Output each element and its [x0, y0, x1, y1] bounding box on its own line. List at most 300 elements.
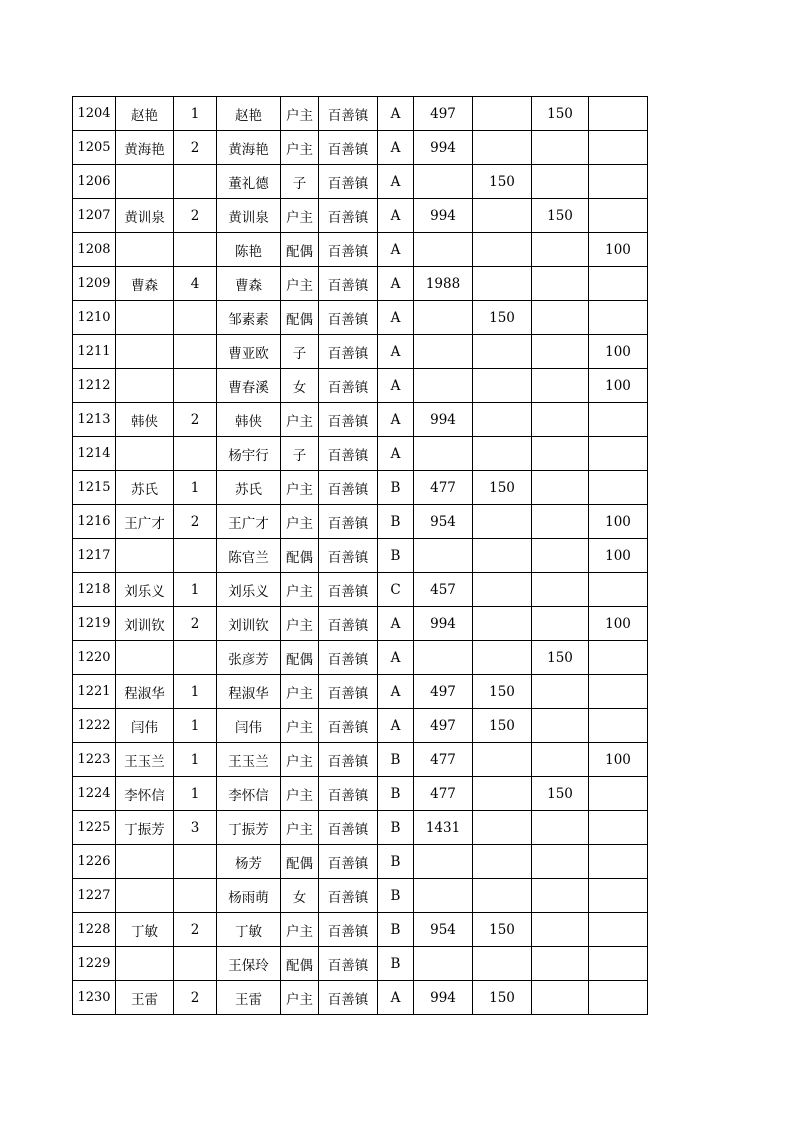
cell-town: 百善镇 [319, 641, 378, 675]
cell-householder-name [116, 233, 174, 267]
cell-relation: 配偶 [281, 233, 319, 267]
cell-amount-b: 150 [473, 165, 532, 199]
cell-member-name: 王雷 [217, 981, 281, 1015]
cell-household-size: 1 [174, 709, 217, 743]
cell-relation: 子 [281, 335, 319, 369]
cell-row-number: 1228 [73, 913, 116, 947]
cell-household-size: 2 [174, 131, 217, 165]
cell-row-number: 1220 [73, 641, 116, 675]
cell-town: 百善镇 [319, 403, 378, 437]
cell-amount-b [473, 233, 532, 267]
cell-row-number: 1211 [73, 335, 116, 369]
cell-householder-name [116, 437, 174, 471]
cell-town: 百善镇 [319, 879, 378, 913]
cell-relation: 户主 [281, 199, 319, 233]
cell-member-name: 王玉兰 [217, 743, 281, 777]
cell-amount-b [473, 845, 532, 879]
cell-household-size: 2 [174, 199, 217, 233]
cell-member-name: 赵艳 [217, 97, 281, 131]
cell-amount-b [473, 539, 532, 573]
cell-amount-b [473, 777, 532, 811]
table-row [73, 403, 648, 437]
cell-member-name: 李怀信 [217, 777, 281, 811]
cell-town: 百善镇 [319, 437, 378, 471]
cell-householder-name [116, 165, 174, 199]
cell-household-size: 4 [174, 267, 217, 301]
cell-amount-c: 150 [532, 641, 589, 675]
cell-row-number: 1210 [73, 301, 116, 335]
cell-town: 百善镇 [319, 199, 378, 233]
cell-town: 百善镇 [319, 267, 378, 301]
cell-relation: 户主 [281, 743, 319, 777]
cell-relation: 户主 [281, 709, 319, 743]
cell-town: 百善镇 [319, 301, 378, 335]
cell-row-number: 1215 [73, 471, 116, 505]
cell-category: A [378, 641, 414, 675]
cell-row-number: 1217 [73, 539, 116, 573]
cell-member-name: 韩侠 [217, 403, 281, 437]
cell-amount-b [473, 505, 532, 539]
table-row [73, 199, 648, 233]
cell-amount-b [473, 811, 532, 845]
cell-row-number: 1227 [73, 879, 116, 913]
cell-household-size [174, 233, 217, 267]
cell-row-number: 1208 [73, 233, 116, 267]
cell-amount-a [414, 539, 473, 573]
cell-amount-c [532, 709, 589, 743]
cell-amount-d [589, 97, 648, 131]
cell-town: 百善镇 [319, 675, 378, 709]
cell-category: B [378, 743, 414, 777]
cell-category: A [378, 97, 414, 131]
cell-relation: 子 [281, 437, 319, 471]
cell-amount-b: 150 [473, 675, 532, 709]
cell-relation: 配偶 [281, 641, 319, 675]
cell-category: B [378, 879, 414, 913]
cell-household-size [174, 539, 217, 573]
cell-town: 百善镇 [319, 743, 378, 777]
cell-amount-c [532, 675, 589, 709]
cell-amount-a: 497 [414, 97, 473, 131]
cell-amount-a [414, 165, 473, 199]
cell-category: A [378, 267, 414, 301]
cell-amount-b [473, 607, 532, 641]
cell-amount-c [532, 743, 589, 777]
cell-row-number: 1226 [73, 845, 116, 879]
cell-relation: 配偶 [281, 301, 319, 335]
cell-amount-a: 477 [414, 471, 473, 505]
cell-member-name: 杨雨萌 [217, 879, 281, 913]
cell-amount-c [532, 335, 589, 369]
cell-relation: 户主 [281, 811, 319, 845]
table-row [73, 573, 648, 607]
cell-row-number: 1221 [73, 675, 116, 709]
cell-amount-a: 497 [414, 675, 473, 709]
cell-householder-name: 丁敏 [116, 913, 174, 947]
cell-category: A [378, 437, 414, 471]
cell-amount-a [414, 301, 473, 335]
cell-town: 百善镇 [319, 97, 378, 131]
roster-body [73, 97, 648, 1015]
cell-amount-a: 994 [414, 607, 473, 641]
cell-member-name: 程淑华 [217, 675, 281, 709]
table-row [73, 301, 648, 335]
cell-amount-a: 477 [414, 777, 473, 811]
cell-amount-a: 497 [414, 709, 473, 743]
cell-amount-c [532, 233, 589, 267]
cell-household-size [174, 301, 217, 335]
cell-amount-b [473, 199, 532, 233]
cell-relation: 配偶 [281, 845, 319, 879]
cell-category: C [378, 573, 414, 607]
cell-amount-d: 100 [589, 335, 648, 369]
cell-amount-c [532, 267, 589, 301]
cell-row-number: 1207 [73, 199, 116, 233]
cell-category: B [378, 539, 414, 573]
cell-amount-c [532, 471, 589, 505]
cell-row-number: 1216 [73, 505, 116, 539]
cell-row-number: 1218 [73, 573, 116, 607]
cell-member-name: 邹素素 [217, 301, 281, 335]
table-row [73, 471, 648, 505]
cell-category: A [378, 403, 414, 437]
cell-member-name: 王保玲 [217, 947, 281, 981]
cell-household-size [174, 947, 217, 981]
cell-member-name: 丁振芳 [217, 811, 281, 845]
cell-member-name: 杨宇行 [217, 437, 281, 471]
cell-member-name: 陈官兰 [217, 539, 281, 573]
cell-category: B [378, 777, 414, 811]
cell-amount-b: 150 [473, 301, 532, 335]
cell-amount-c: 150 [532, 199, 589, 233]
cell-householder-name: 赵艳 [116, 97, 174, 131]
cell-amount-c [532, 301, 589, 335]
cell-town: 百善镇 [319, 947, 378, 981]
cell-amount-b [473, 131, 532, 165]
cell-member-name: 刘训钦 [217, 607, 281, 641]
cell-amount-a: 477 [414, 743, 473, 777]
table-row [73, 641, 648, 675]
cell-relation: 配偶 [281, 947, 319, 981]
cell-amount-c [532, 539, 589, 573]
cell-householder-name [116, 539, 174, 573]
cell-amount-d [589, 641, 648, 675]
cell-member-name: 黄训泉 [217, 199, 281, 233]
cell-category: A [378, 709, 414, 743]
cell-amount-d: 100 [589, 233, 648, 267]
cell-member-name: 曹春溪 [217, 369, 281, 403]
roster-table [72, 96, 648, 1015]
cell-householder-name: 黄海艳 [116, 131, 174, 165]
cell-household-size: 2 [174, 403, 217, 437]
cell-category: B [378, 505, 414, 539]
cell-amount-d: 100 [589, 743, 648, 777]
cell-amount-c: 150 [532, 97, 589, 131]
cell-household-size: 1 [174, 573, 217, 607]
cell-amount-c [532, 165, 589, 199]
table-row [73, 437, 648, 471]
table-row [73, 369, 648, 403]
cell-household-size: 2 [174, 505, 217, 539]
cell-row-number: 1224 [73, 777, 116, 811]
cell-amount-d [589, 267, 648, 301]
cell-relation: 户主 [281, 267, 319, 301]
cell-member-name: 王广才 [217, 505, 281, 539]
cell-amount-b [473, 403, 532, 437]
cell-household-size [174, 335, 217, 369]
cell-row-number: 1229 [73, 947, 116, 981]
cell-relation: 户主 [281, 505, 319, 539]
cell-relation: 户主 [281, 573, 319, 607]
cell-householder-name: 王玉兰 [116, 743, 174, 777]
table-row [73, 879, 648, 913]
cell-householder-name [116, 335, 174, 369]
cell-amount-b [473, 573, 532, 607]
cell-member-name: 刘乐义 [217, 573, 281, 607]
table-row [73, 743, 648, 777]
table-row [73, 607, 648, 641]
cell-household-size [174, 641, 217, 675]
cell-relation: 户主 [281, 97, 319, 131]
cell-category: B [378, 471, 414, 505]
cell-amount-a: 1431 [414, 811, 473, 845]
cell-category: A [378, 199, 414, 233]
cell-amount-a [414, 879, 473, 913]
cell-amount-a: 994 [414, 981, 473, 1015]
cell-amount-b [473, 641, 532, 675]
cell-town: 百善镇 [319, 981, 378, 1015]
cell-amount-a [414, 369, 473, 403]
cell-amount-d [589, 777, 648, 811]
cell-town: 百善镇 [319, 165, 378, 199]
cell-amount-b: 150 [473, 709, 532, 743]
cell-amount-a: 457 [414, 573, 473, 607]
cell-category: A [378, 301, 414, 335]
cell-amount-b [473, 743, 532, 777]
cell-amount-d: 100 [589, 369, 648, 403]
cell-member-name: 曹亚欧 [217, 335, 281, 369]
table-row [73, 165, 648, 199]
cell-category: A [378, 675, 414, 709]
table-row [73, 539, 648, 573]
cell-row-number: 1222 [73, 709, 116, 743]
cell-town: 百善镇 [319, 539, 378, 573]
cell-amount-d: 100 [589, 607, 648, 641]
cell-amount-d [589, 131, 648, 165]
table-row [73, 505, 648, 539]
cell-household-size [174, 165, 217, 199]
cell-amount-a [414, 233, 473, 267]
cell-row-number: 1214 [73, 437, 116, 471]
cell-householder-name [116, 947, 174, 981]
cell-amount-d [589, 913, 648, 947]
cell-householder-name: 黄训泉 [116, 199, 174, 233]
cell-town: 百善镇 [319, 335, 378, 369]
cell-amount-a: 994 [414, 403, 473, 437]
cell-householder-name: 丁振芳 [116, 811, 174, 845]
cell-amount-a: 954 [414, 913, 473, 947]
cell-member-name: 丁敏 [217, 913, 281, 947]
cell-town: 百善镇 [319, 913, 378, 947]
cell-member-name: 黄海艳 [217, 131, 281, 165]
cell-amount-c [532, 947, 589, 981]
cell-amount-c [532, 879, 589, 913]
table-row [73, 845, 648, 879]
cell-amount-b: 150 [473, 913, 532, 947]
cell-row-number: 1205 [73, 131, 116, 165]
cell-member-name: 闫伟 [217, 709, 281, 743]
cell-amount-d [589, 879, 648, 913]
cell-household-size [174, 845, 217, 879]
cell-householder-name [116, 879, 174, 913]
cell-amount-b [473, 267, 532, 301]
cell-householder-name: 苏氏 [116, 471, 174, 505]
cell-household-size: 1 [174, 97, 217, 131]
cell-category: A [378, 131, 414, 165]
cell-member-name: 苏氏 [217, 471, 281, 505]
cell-household-size: 1 [174, 743, 217, 777]
cell-row-number: 1212 [73, 369, 116, 403]
cell-category: A [378, 607, 414, 641]
table-row [73, 675, 648, 709]
cell-household-size: 2 [174, 913, 217, 947]
table-row [73, 811, 648, 845]
cell-relation: 户主 [281, 471, 319, 505]
cell-amount-d [589, 709, 648, 743]
cell-town: 百善镇 [319, 131, 378, 165]
cell-householder-name [116, 369, 174, 403]
cell-relation: 户主 [281, 913, 319, 947]
cell-town: 百善镇 [319, 811, 378, 845]
cell-amount-b [473, 97, 532, 131]
cell-row-number: 1225 [73, 811, 116, 845]
table-row [73, 913, 648, 947]
cell-household-size: 3 [174, 811, 217, 845]
cell-householder-name: 刘乐义 [116, 573, 174, 607]
cell-row-number: 1223 [73, 743, 116, 777]
cell-amount-c [532, 505, 589, 539]
cell-amount-d [589, 403, 648, 437]
cell-town: 百善镇 [319, 369, 378, 403]
cell-amount-d [589, 981, 648, 1015]
cell-householder-name: 韩侠 [116, 403, 174, 437]
table-row [73, 131, 648, 165]
cell-relation: 户主 [281, 607, 319, 641]
cell-town: 百善镇 [319, 777, 378, 811]
cell-amount-a [414, 437, 473, 471]
table-row [73, 777, 648, 811]
table-row [73, 97, 648, 131]
cell-member-name: 曹森 [217, 267, 281, 301]
cell-town: 百善镇 [319, 505, 378, 539]
cell-relation: 配偶 [281, 539, 319, 573]
cell-row-number: 1213 [73, 403, 116, 437]
cell-householder-name: 闫伟 [116, 709, 174, 743]
cell-amount-c [532, 573, 589, 607]
cell-amount-c [532, 369, 589, 403]
cell-relation: 户主 [281, 777, 319, 811]
cell-town: 百善镇 [319, 233, 378, 267]
cell-amount-c [532, 403, 589, 437]
table-row [73, 267, 648, 301]
cell-amount-b: 150 [473, 471, 532, 505]
cell-amount-d [589, 471, 648, 505]
cell-amount-a [414, 335, 473, 369]
cell-amount-d [589, 811, 648, 845]
cell-household-size [174, 879, 217, 913]
cell-amount-b: 150 [473, 981, 532, 1015]
cell-town: 百善镇 [319, 845, 378, 879]
cell-row-number: 1230 [73, 981, 116, 1015]
cell-amount-d [589, 165, 648, 199]
cell-amount-c [532, 981, 589, 1015]
cell-amount-a: 954 [414, 505, 473, 539]
cell-householder-name: 程淑华 [116, 675, 174, 709]
cell-amount-d [589, 845, 648, 879]
cell-relation: 女 [281, 369, 319, 403]
cell-amount-a [414, 845, 473, 879]
cell-amount-d [589, 301, 648, 335]
cell-household-size: 1 [174, 777, 217, 811]
table-row [73, 233, 648, 267]
cell-household-size [174, 369, 217, 403]
cell-row-number: 1206 [73, 165, 116, 199]
cell-householder-name [116, 641, 174, 675]
cell-household-size: 1 [174, 471, 217, 505]
cell-category: B [378, 947, 414, 981]
cell-amount-a: 994 [414, 199, 473, 233]
cell-amount-c [532, 607, 589, 641]
cell-amount-a [414, 641, 473, 675]
cell-relation: 子 [281, 165, 319, 199]
cell-householder-name [116, 301, 174, 335]
cell-category: B [378, 913, 414, 947]
cell-householder-name: 王广才 [116, 505, 174, 539]
table-row [73, 981, 648, 1015]
cell-householder-name: 刘训钦 [116, 607, 174, 641]
cell-row-number: 1209 [73, 267, 116, 301]
cell-amount-d [589, 947, 648, 981]
table-row [73, 335, 648, 369]
cell-amount-c [532, 913, 589, 947]
cell-amount-c [532, 131, 589, 165]
cell-amount-a: 994 [414, 131, 473, 165]
cell-amount-d [589, 675, 648, 709]
cell-relation: 户主 [281, 131, 319, 165]
cell-category: A [378, 165, 414, 199]
cell-member-name: 董礼德 [217, 165, 281, 199]
cell-category: A [378, 369, 414, 403]
cell-relation: 户主 [281, 675, 319, 709]
cell-amount-a [414, 947, 473, 981]
cell-category: A [378, 233, 414, 267]
cell-category: B [378, 811, 414, 845]
cell-relation: 女 [281, 879, 319, 913]
cell-amount-d: 100 [589, 539, 648, 573]
cell-member-name: 杨芳 [217, 845, 281, 879]
cell-amount-c [532, 811, 589, 845]
cell-town: 百善镇 [319, 573, 378, 607]
cell-household-size: 1 [174, 675, 217, 709]
cell-amount-b [473, 879, 532, 913]
cell-category: B [378, 845, 414, 879]
cell-amount-b [473, 437, 532, 471]
table-row [73, 709, 648, 743]
cell-household-size [174, 437, 217, 471]
cell-amount-b [473, 335, 532, 369]
table-row [73, 947, 648, 981]
cell-amount-b [473, 369, 532, 403]
